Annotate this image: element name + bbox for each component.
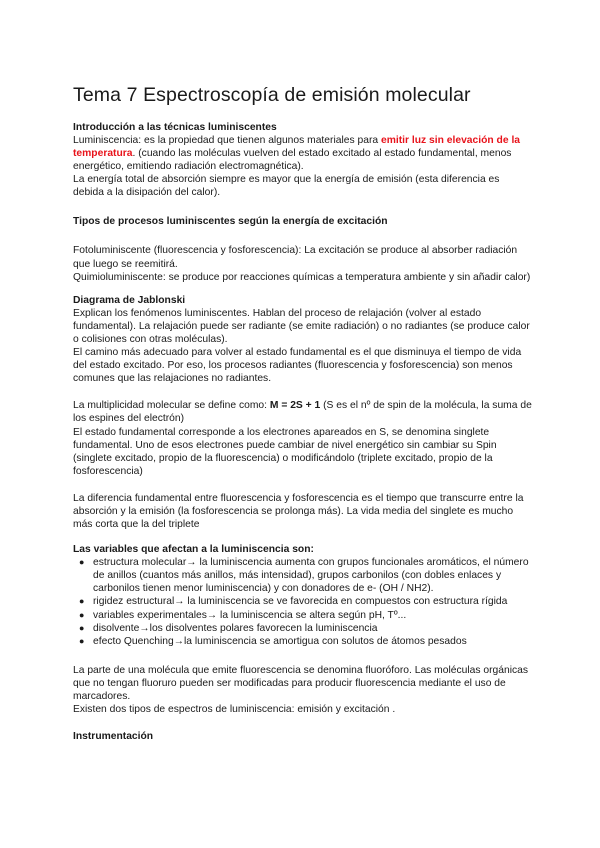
list-item: ● rigidez estructural→ la luminiscencia se ve favorecida en compuestos con estructura rígida (79, 596, 508, 608)
bullet-icon: ● (79, 622, 85, 633)
bullet-icon: ● (79, 596, 85, 607)
intro-text-after: . (cuando las moléculas vuelven del estado excitado al estado fundamental, menos energético, emitiendo radiación electromagnética). (73, 148, 512, 173)
bullet-icon: ● (79, 557, 85, 568)
fluoroforo-paragraph-2: Existen dos tipos de espectros de luminiscencia: emisión y excitación . (73, 704, 396, 716)
bullet-icon: ● (79, 609, 85, 620)
multiplicity-text-after: (S es el nº de spin de la molécula, la suma de los espines del electrón) (73, 400, 532, 425)
intro-paragraph-1 (73, 134, 533, 173)
fluoroforo-paragraph-1: La parte de una molécula que emite fluorescencia se denomina fluoróforo. Las moléculas orgánicas que no tengan fluoruro pueden ser modificadas para producir fluorescencia mediante el uso de marcadores. (73, 664, 529, 702)
list-item: ● estructura molecular→ la luminiscencia aumenta con grupos funcionales aromáticos, el número de anillos (cuantos más anillos, más intensidad), grupos carbonilos (con dobles enlaces y carbonilos tienen menor luminiscencia) y con donadores de e- (OH / NH2). (79, 557, 529, 595)
jablonski-paragraph-1: Explican los fenómenos luminiscentes. Hablan del proceso de relajación (volver al estado fundamental). La relajación puede ser radiante (se emite radiación) o no radiantes (se produce calor o colisiones con otras moléculas). (73, 307, 530, 345)
jablonski-paragraph-4: El estado fundamental corresponde a los electrones apareados en S, se denomina singlete fundamental. Uno de esos electrones puede cambiar de nivel energético sin cambiar su Spin (singlete excitado, propio de la fluorescencia) o modificándolo (triplete excitado, propio de la fosforescencia) (73, 426, 497, 477)
jablonski-paragraph-5: La diferencia fundamental entre fluorescencia y fosforescencia es el tiempo que transcurre entre la absorción y la emisión (la fosforescencia se prolonga más). La vida media del singlete es mucho más corta que la del triplete (73, 492, 524, 531)
jablonski-paragraph-3 (73, 399, 533, 425)
intro-paragraph-2: La energía total de absorción siempre es mayor que la energía de emisión (esta diferencia es debida a la disipación del calor). (73, 174, 500, 199)
page-title: Tema 7 Espectroscopía de emisión molecular (73, 84, 471, 106)
tipos-paragraph-1: Fotoluminiscente (fluorescencia y fosforescencia): La excitación se produce al absorber radiación que luego se reemitirá. (73, 245, 518, 270)
list-item: ● variables experimentales→ la luminiscencia se altera según pH, Tº... (79, 609, 407, 621)
intro-heading: Introducción a las técnicas luminiscentes (73, 122, 277, 133)
variables-heading: Las variables que afectan a la luminiscencia son: (73, 544, 314, 556)
jablonski-heading: Diagrama de Jablonski (73, 294, 186, 306)
variables-list (73, 556, 533, 648)
list-item: ● efecto Quenching→la luminiscencia se amortigua con solutos de átomos pesados (79, 635, 467, 647)
instrumentacion-heading: Instrumentación (73, 731, 154, 743)
intro-text-before: Luminiscencia: es la propiedad que tienen algunos materiales para (73, 135, 381, 146)
tipos-paragraph-2: Quimioluminiscente: se produce por reacciones químicas a temperatura ambiente y sin añadir calor) (73, 271, 531, 283)
multiplicity-formula: M = 2S + 1 (269, 400, 321, 412)
bullet-icon: ● (79, 635, 85, 646)
tipos-heading: Tipos de procesos luminiscentes según la energía de excitación (73, 216, 388, 228)
list-item: ● disolvente→los disolventes polares favorecen la luminiscencia (79, 622, 378, 634)
intro-highlight: emitir luz sin elevación de la temperatura (73, 135, 521, 160)
jablonski-paragraph-2: El camino más adecuado para volver al estado fundamental es el que disminuya el tiempo de vida del estado excitado. Por eso, los procesos radiantes (fluorescencia y fosforescencia) son menos comunes que las relajaciones no radiantes. (73, 347, 522, 385)
multiplicity-text-before: La multiplicidad molecular se define como: (73, 400, 270, 412)
document-page (73, 84, 533, 743)
